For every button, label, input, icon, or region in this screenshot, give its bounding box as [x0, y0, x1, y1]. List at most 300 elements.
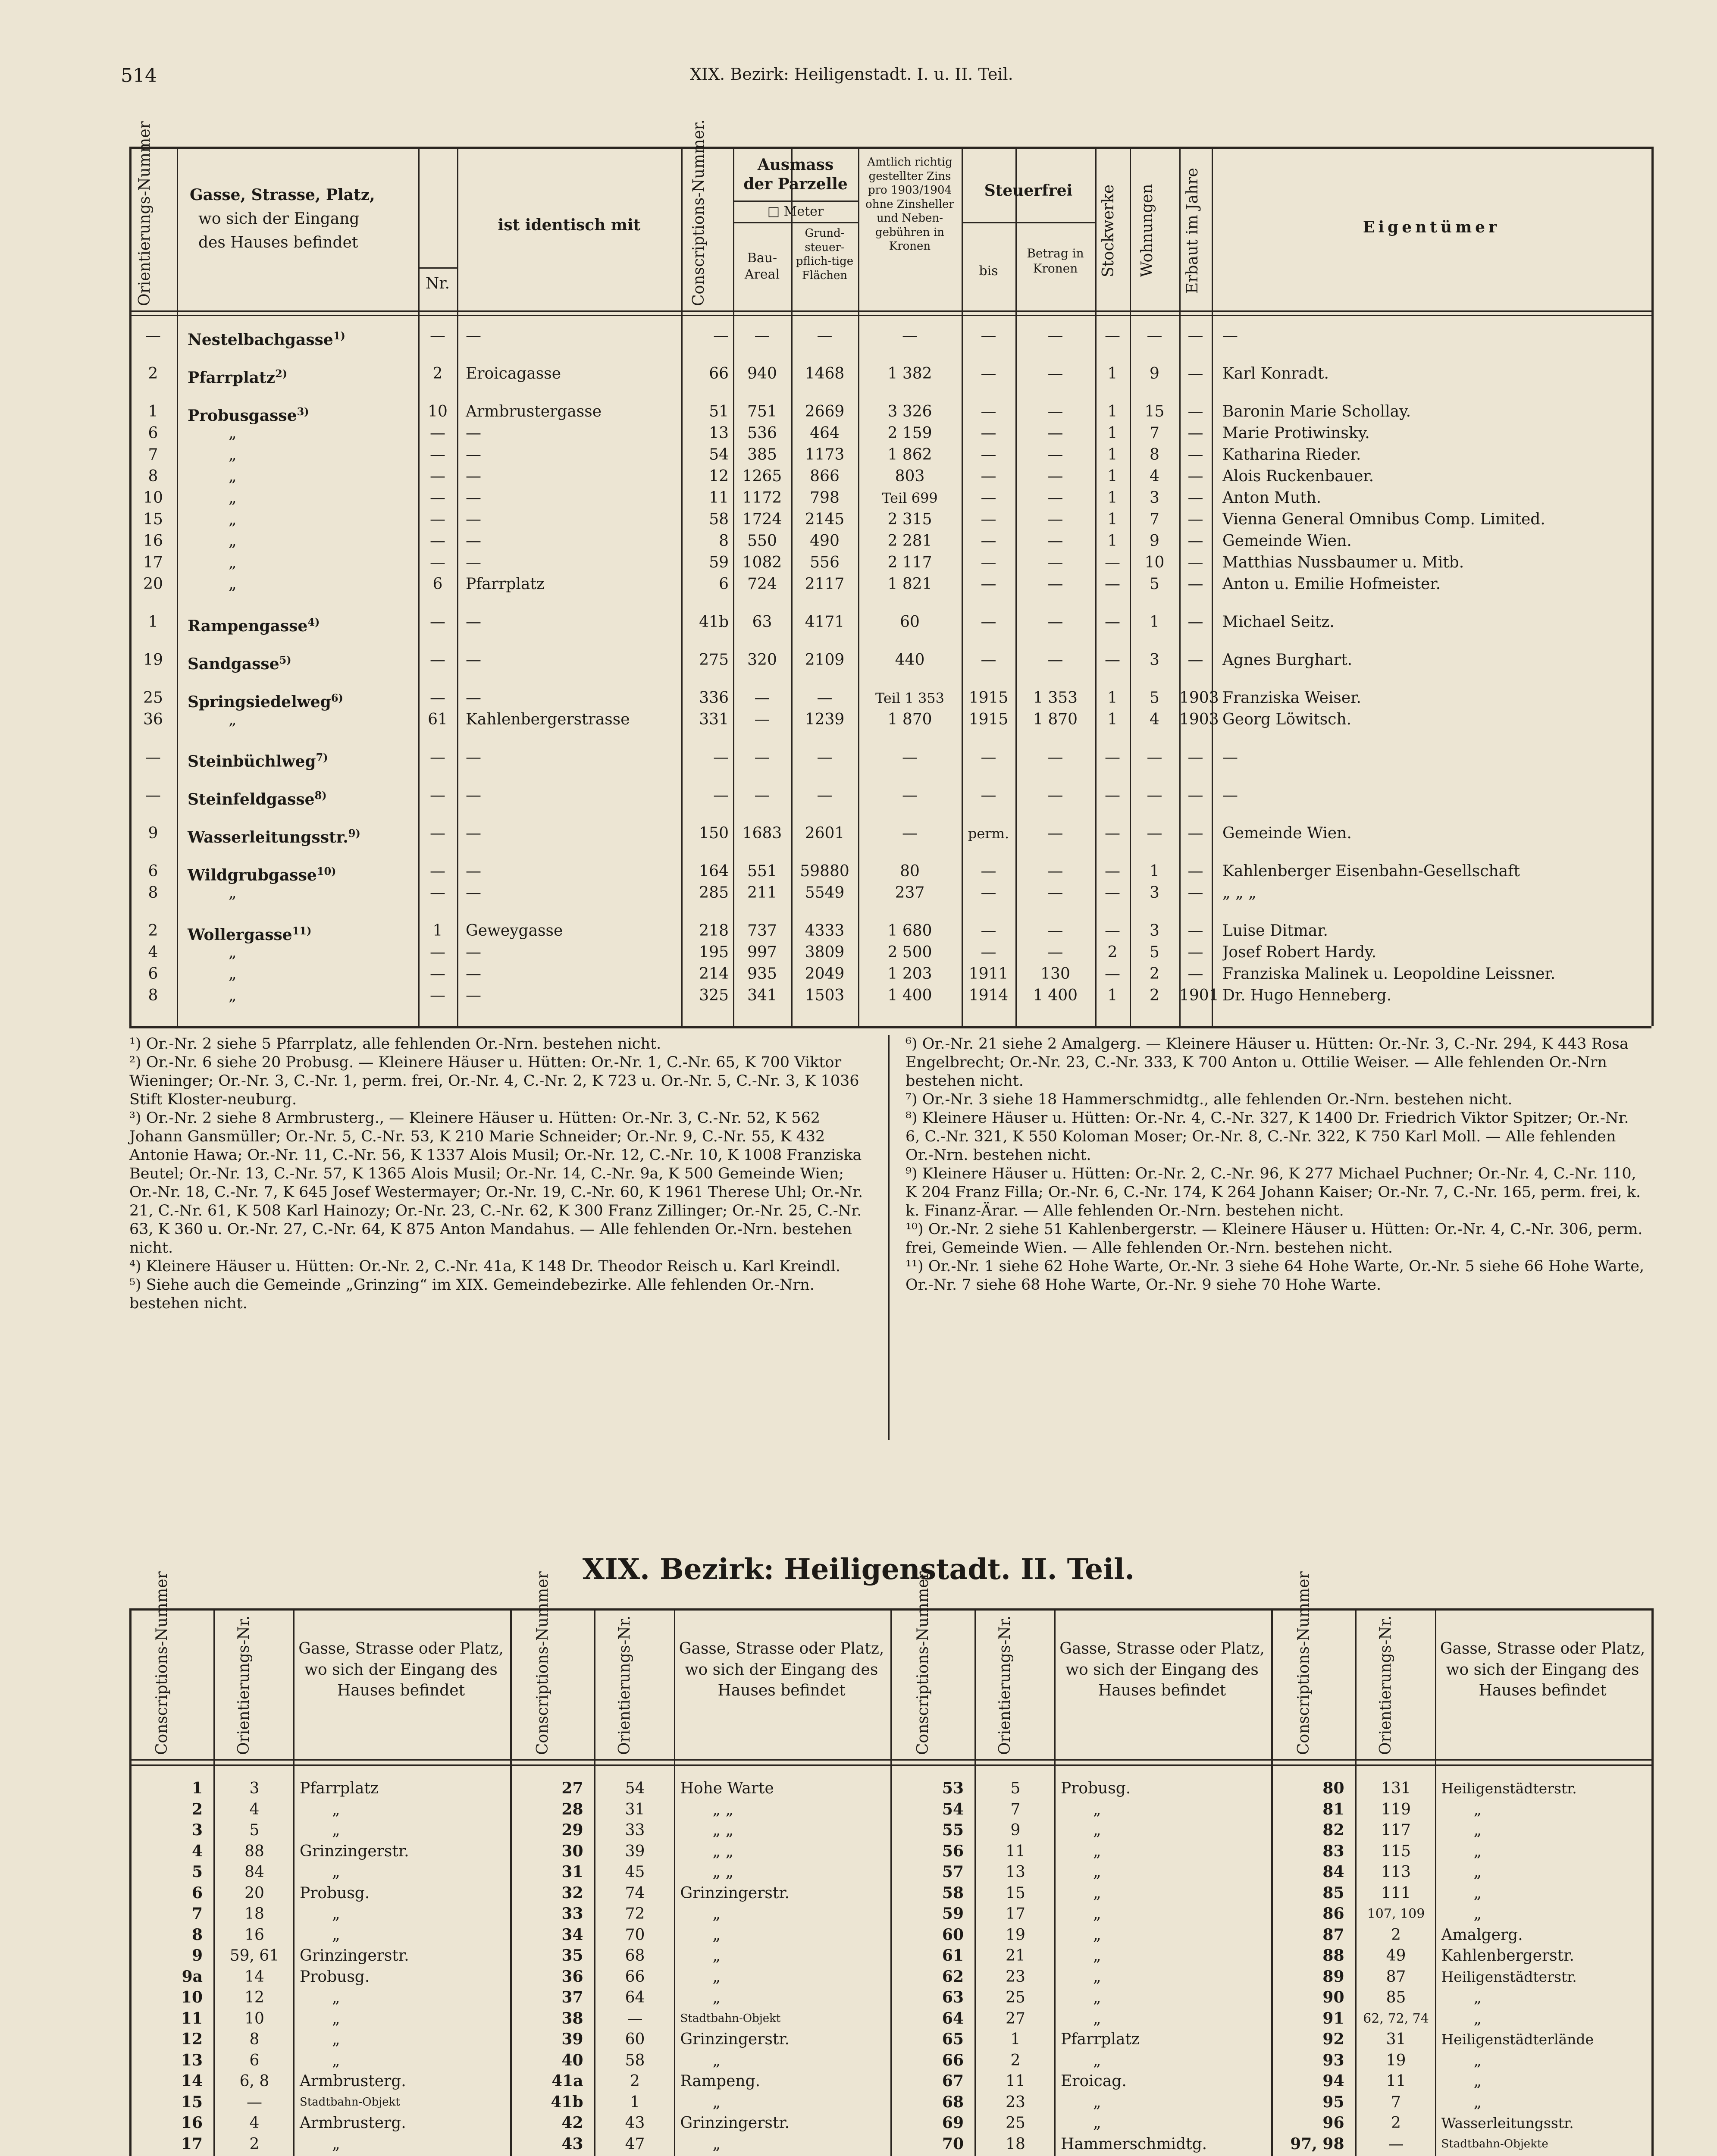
row-wo: 2 [1150, 965, 1159, 983]
row-erb: 1903 [1179, 711, 1219, 728]
row-gs: — [817, 787, 833, 804]
index-row [1271, 1965, 1651, 1989]
header-gasse: Gasse, Strasse oder Platz, wo sich der Eingang des Hauses befindet [298, 1640, 504, 1700]
index-row [510, 2028, 890, 2051]
index-street: „ [1473, 1800, 1482, 1818]
index-conscription: 94 [1322, 2072, 1344, 2090]
row-erb: — [1187, 884, 1203, 902]
row-erb: — [1187, 922, 1203, 940]
index-row [1271, 2153, 1651, 2156]
index-street: Kahlenbergerstr. [1441, 1947, 1574, 1965]
index-orientierung: 27 [1006, 2009, 1025, 2028]
row-owner: — [1222, 327, 1238, 345]
index-orientierung: — [247, 2093, 262, 2111]
index-orientierung: 131 [1381, 1780, 1411, 1797]
row-zins: — [902, 327, 918, 345]
row-cn: 11 [709, 489, 729, 507]
index-row [510, 1798, 890, 1821]
index-street: Heiligenstädterstr. [1441, 1780, 1577, 1797]
row-erb: 1901 [1179, 987, 1219, 1004]
index-row [510, 2007, 890, 2031]
footnote: ¹¹) Or.-Nr. 1 siehe 62 Hohe Warte, Or.-Nr. 3 siehe 64 Hohe Warte, Or.-Nr. 5 siehe 66 Hohe Warte, Or.-Nr. 7 siehe 68 Hohe Warte, Or.-Nr. 9 siehe 70 Hohe Warte. [905, 1258, 1645, 1294]
row-cn: 336 [699, 689, 729, 707]
row-owner: Michael Seitz. [1222, 613, 1335, 631]
row-bau: 751 [747, 403, 777, 420]
row-wo: 1 [1150, 613, 1159, 631]
index-row [510, 2090, 890, 2114]
row-betrag: — [1047, 554, 1063, 571]
index-row [1271, 1798, 1651, 1821]
index-conscription: 55 [942, 1821, 964, 1839]
row-erb: — [1187, 467, 1203, 485]
index-street: Pfarrplatz [300, 1780, 379, 1797]
row-erb: — [1187, 965, 1203, 983]
index-row [129, 1777, 510, 1800]
row-cn: 66 [709, 365, 729, 382]
row-gs: 4171 [805, 613, 845, 631]
index-street: Probusg. [1061, 1780, 1131, 1797]
header-bis: bis [979, 263, 998, 279]
row-bis: — [981, 749, 996, 766]
row-owner: Agnes Burghart. [1222, 651, 1353, 669]
row-zins: 803 [895, 467, 925, 485]
index-orientierung: 45 [625, 1863, 645, 1881]
row-owner: Gemeinde Wien. [1222, 824, 1352, 842]
row-or: 2 [148, 922, 158, 940]
index-conscription: 7 [191, 1905, 203, 1923]
index-row [890, 1923, 1271, 1947]
index-conscription: 41a [551, 2072, 583, 2090]
index-conscription: 2 [191, 1800, 203, 1818]
row-with: Pfarrplatz [466, 575, 545, 593]
row-or: 4 [148, 943, 158, 961]
row-cn: 285 [699, 884, 729, 902]
index-row [1271, 2007, 1651, 2031]
index-orientierung: 3 [249, 1780, 260, 1797]
row-owner: Karl Konradt. [1222, 365, 1329, 382]
row-bis: — [981, 943, 996, 961]
index-street: „ [332, 1989, 340, 2006]
row-wo: 4 [1150, 711, 1159, 728]
index-row [1271, 1839, 1651, 1863]
index-orientierung: 59, 61 [229, 1947, 279, 1965]
index-row [1271, 2132, 1651, 2156]
index-street [1061, 2153, 1161, 2156]
index-conscription: 43 [561, 2134, 583, 2153]
index-conscription: 17 [181, 2134, 203, 2153]
index-row [1271, 1923, 1651, 1947]
index-orientierung: 23 [1006, 1968, 1025, 1986]
footnote-ref: 4) [307, 616, 320, 628]
index-conscription: 39 [561, 2030, 583, 2048]
row-cn: 6 [719, 575, 729, 593]
index-street: „ [332, 1863, 340, 1881]
row-gs: 2117 [805, 575, 845, 593]
index-orientierung: 39 [625, 1842, 645, 1860]
index-conscription: 95 [1322, 2093, 1344, 2111]
row-street: „ [229, 467, 237, 485]
row-betrag: — [1047, 365, 1063, 382]
footnote-ref: 3) [297, 405, 309, 418]
row-inr: — [430, 554, 445, 571]
row-gs: 490 [810, 532, 840, 550]
footnote: ⁸) Kleinere Häuser u. Hütten: Or.-Nr. 4, C.-Nr. 327, K 1400 Dr. Friedrich Viktor Spitzer; Or.-Nr. 6, C.-Nr. 321, K 550 Koloman Moser; Or.-Nr. 8, C.-Nr. 322, K 750 Karl Moll. — Alle fehlenden Or.-Nrn. bestehen nicht. [905, 1109, 1629, 1164]
row-bau: — [754, 749, 770, 766]
row-or: 10 [143, 489, 163, 507]
index-row [1271, 2111, 1651, 2135]
index-orientierung: 115 [1381, 1842, 1411, 1860]
index-conscription: 9a [182, 1967, 203, 1986]
index-row [510, 1902, 890, 1926]
index-street [300, 2153, 409, 2156]
header-zins: Amtlich richtig gestellter Zins pro 1903/1904 ohne Zinsheller und Neben-gebühren in Kronen [865, 156, 954, 253]
row-st: — [1105, 884, 1120, 902]
row-wo: 10 [1144, 554, 1165, 571]
index-orientierung: 10 [244, 2009, 264, 2028]
index-row [1271, 1902, 1651, 1926]
index-conscription: 83 [1322, 1842, 1344, 1860]
row-wo: 4 [1150, 467, 1159, 485]
index-orientierung: 60 [625, 2031, 645, 2048]
row-with: — [466, 327, 481, 345]
row-bau: — [754, 711, 770, 728]
index-conscription: 40 [561, 2051, 583, 2069]
row-or: 1 [148, 613, 158, 631]
row-zins: 80 [900, 862, 920, 880]
row-gs: 556 [810, 554, 840, 571]
row-bis: — [981, 922, 996, 940]
index-conscription: 80 [1322, 1779, 1344, 1797]
row-or: 20 [143, 575, 163, 593]
index-street: „ [332, 1926, 340, 1944]
row-erb: — [1187, 489, 1203, 507]
index-street: „ „ [712, 1800, 734, 1818]
row-with: — [466, 824, 481, 842]
row-inr: — [430, 327, 445, 345]
index-conscription: 3 [191, 1821, 203, 1839]
index-row [510, 1923, 890, 1947]
row-or: — [145, 787, 161, 804]
row-bis: — [981, 467, 996, 485]
index-conscription: 93 [1322, 2051, 1344, 2069]
index-street: „ [332, 2009, 340, 2028]
row-owner: Georg Löwitsch. [1222, 711, 1352, 728]
row-or: 6 [148, 965, 158, 983]
row-gs: — [817, 749, 833, 766]
row-st: 1 [1107, 532, 1118, 550]
row-with: — [466, 467, 481, 485]
header-stockwerke: Stockwerke [1100, 184, 1117, 277]
row-wo: 3 [1150, 651, 1159, 669]
row-gs: 866 [810, 467, 840, 485]
index-row [129, 2069, 510, 2093]
row-with: — [466, 511, 481, 528]
row-st: — [1105, 749, 1120, 766]
row-zins: 1 203 [887, 965, 932, 983]
index-street: „ [1093, 2093, 1101, 2111]
row-st: — [1105, 651, 1120, 669]
row-zins: Teil 1 353 [875, 690, 945, 706]
index-orientierung: 25 [1006, 2114, 1025, 2132]
index-street: „ [1473, 2051, 1482, 2069]
row-st: 1 [1107, 689, 1118, 707]
row-bis: — [981, 862, 996, 880]
header-nr: Nr. [425, 275, 450, 292]
index-street: „ „ [712, 1821, 734, 1839]
row-bau: 1082 [742, 554, 782, 571]
index-conscription [899, 2153, 964, 2156]
index-row [510, 2153, 890, 2156]
row-st: 1 [1107, 511, 1118, 528]
row-betrag: — [1047, 511, 1063, 528]
index-orientierung: 49 [1386, 1947, 1406, 1965]
index-conscription: 35 [561, 1946, 583, 1965]
index-conscription: 41b [551, 2093, 583, 2111]
footnote: ¹) Or.-Nr. 2 siehe 5 Pfarrplatz, alle fehlenden Or.-Nrn. bestehen nicht. [129, 1035, 661, 1053]
row-st: — [1105, 575, 1120, 593]
row-zins: 2 117 [887, 554, 932, 571]
row-or: 17 [143, 554, 163, 571]
index-street: Eroicag. [1061, 2072, 1127, 2090]
row-erb: — [1187, 511, 1203, 528]
row-erb: — [1187, 824, 1203, 842]
row-erb: — [1187, 554, 1203, 571]
footnote: ²) Or.-Nr. 6 siehe 20 Probusg. — Kleinere Häuser u. Hütten: Or.-Nr. 1, C.-Nr. 65, K 700 Viktor Wieninger; Or.-Nr. 3, C.-Nr. 1, perm. frei, Or.-Nr. 4, C.-Nr. 2, K 723 u. Or.-Nr. 5, C.-Nr. 3, K 1036 Stift Kloster-neuburg. [129, 1054, 859, 1108]
page-number: 514 [121, 65, 157, 87]
index-orientierung: 11 [1386, 2072, 1406, 2090]
index-row [510, 2069, 890, 2093]
rule [1651, 1608, 1654, 2156]
index-street: „ [1473, 2093, 1482, 2111]
index-conscription: 5 [191, 1863, 203, 1881]
row-bis: — [981, 446, 996, 464]
index-conscription: 65 [942, 2030, 964, 2048]
row-or: 16 [143, 532, 163, 550]
index-orientierung: 12 [244, 1989, 264, 2006]
row-st: 1 [1107, 403, 1118, 420]
index-row [510, 1944, 890, 1968]
row-wo: — [1147, 749, 1162, 766]
row-owner: Matthias Nussbaumer u. Mitb. [1222, 554, 1464, 571]
row-with: — [466, 749, 481, 766]
index-orientierung [598, 2153, 672, 2156]
header-gasse: Gasse, Strasse oder Platz, wo sich der Eingang des Hauses befindet [1440, 1640, 1645, 1700]
row-inr: — [430, 511, 445, 528]
index-conscription: 61 [942, 1946, 964, 1965]
header-grundsteuer: Grund-steuer-pflich-tige Flächen [796, 227, 854, 282]
row-bis: — [981, 575, 996, 593]
row-erb: — [1187, 532, 1203, 550]
row-wo: 15 [1144, 403, 1165, 420]
index-street: „ [1093, 1863, 1101, 1881]
row-st: 1 [1107, 446, 1118, 464]
header-conscriptions: Conscriptions-Nummer [153, 1571, 171, 1755]
row-owner: „ „ „ [1222, 884, 1256, 902]
row-inr: — [430, 787, 445, 804]
index-orientierung: 43 [625, 2114, 645, 2132]
row-inr: — [430, 965, 445, 983]
row-betrag: 130 [1040, 965, 1070, 983]
index-orientierung: 62, 72, 74 [1363, 2011, 1429, 2026]
index-row [129, 2111, 510, 2135]
row-inr: 1 [432, 922, 443, 940]
row-street: „ [229, 711, 237, 728]
row-betrag: — [1047, 749, 1063, 766]
row-inr: — [430, 467, 445, 485]
footnote: ⁷) Or.-Nr. 3 siehe 18 Hammerschmidtg., alle fehlenden Or.-Nrn. bestehen nicht. [905, 1091, 1513, 1108]
index-conscription: 87 [1322, 1925, 1344, 1944]
row-bau: 1683 [742, 824, 782, 842]
index-row [129, 1902, 510, 1926]
row-erb: — [1187, 446, 1203, 464]
row-street: „ [229, 511, 237, 528]
owner-table [129, 119, 1651, 1026]
row-bau: 737 [747, 922, 777, 940]
row-bau: 1265 [742, 467, 782, 485]
index-conscription: 59 [942, 1905, 964, 1923]
index-conscription: 8 [191, 1925, 203, 1944]
row-street: Springsiedelweg$^{6)}$ [188, 692, 343, 711]
index-orientierung: 111 [1381, 1884, 1411, 1902]
index-street: „ [332, 2031, 340, 2048]
index-street: „ [1093, 1821, 1101, 1839]
index-conscription: 56 [942, 1842, 964, 1860]
index-row [890, 2049, 1271, 2072]
index-conscription: 92 [1322, 2030, 1344, 2048]
row-betrag: 1 870 [1033, 711, 1078, 728]
row-erb: — [1187, 575, 1203, 593]
index-conscription: 53 [942, 1779, 964, 1797]
footnote: ⁶) Or.-Nr. 21 siehe 2 Amalgerg. — Kleinere Häuser u. Hütten: Or.-Nr. 3, C.-Nr. 294, K 443 Rosa Engelbrecht; Or.-Nr. 23, C.-Nr. 333, K 700 Anton u. Ottilie Weiser. — Alle fehlenden Or.-Nrn bestehen nicht. [905, 1035, 1629, 1090]
row-with: — [466, 424, 481, 442]
header-conscriptions: Conscriptions-Nummer [533, 1571, 551, 1755]
header-orientierungs: Orientierungs-Nummer [136, 121, 154, 306]
row-zins: 2 159 [887, 424, 932, 442]
header-conscriptions: Conscriptions-Nummer. [690, 119, 708, 306]
row-gs: — [817, 689, 833, 707]
index-block [510, 1571, 890, 2156]
row-bis: — [981, 651, 996, 669]
row-erb: — [1187, 424, 1203, 442]
row-st: 1 [1107, 365, 1118, 382]
index-orientierung: 68 [625, 1947, 645, 1965]
row-inr: 10 [428, 403, 448, 420]
index-street: Rampeng. [680, 2072, 761, 2090]
footnotes-right [905, 1035, 1647, 1294]
index-street: Heiligenstädterlände [1441, 2031, 1594, 2048]
index-street: Probusg. [300, 1884, 370, 1902]
index-street [1441, 2153, 1535, 2156]
row-zins: 237 [895, 884, 925, 902]
row-street: „ [229, 424, 237, 442]
index-conscription: 81 [1322, 1800, 1344, 1818]
row-street: „ [229, 554, 237, 571]
row-cn: — [713, 787, 729, 804]
row-or: 36 [143, 711, 163, 728]
row-bau: 940 [747, 365, 777, 382]
row-cn: 54 [709, 446, 729, 464]
row-street: Wildgrubgasse$^{10)}$ [188, 865, 336, 884]
row-owner: Anton Muth. [1222, 489, 1322, 507]
index-row [510, 2111, 890, 2135]
index-orientierung: 33 [625, 1821, 645, 1839]
index-row [129, 1798, 510, 1821]
index-orientierung: 85 [1386, 1989, 1406, 2006]
row-wo: 8 [1150, 446, 1159, 464]
header-steuerfrei: Steuerfrei [984, 182, 1073, 200]
index-street: „ [712, 2135, 721, 2153]
conscription-index-table [129, 1571, 1651, 2156]
index-orientierung [218, 2153, 291, 2156]
index-street: „ [1093, 1968, 1101, 1986]
row-owner: Josef Robert Hardy. [1222, 943, 1377, 961]
index-row [1271, 2090, 1651, 2114]
header-gasse-2: wo sich der Eingang [198, 210, 360, 228]
index-street: Grinzingerstr. [680, 2114, 790, 2132]
row-or: 8 [148, 884, 158, 902]
index-street: „ [712, 1989, 721, 2006]
index-row [1271, 1881, 1651, 1905]
row-with: — [466, 532, 481, 550]
index-orientierung: 113 [1381, 1863, 1411, 1881]
row-with: — [466, 862, 481, 880]
index-conscription: 31 [561, 1863, 583, 1881]
index-row [129, 2153, 510, 2156]
row-owner: — [1222, 749, 1238, 766]
index-row [510, 1777, 890, 1800]
index-orientierung: 117 [1381, 1821, 1411, 1839]
row-street: „ [229, 575, 237, 593]
row-inr: 61 [428, 711, 448, 728]
index-orientierung: 74 [625, 1884, 645, 1902]
header-eigentuemer: Eigentümer [1363, 218, 1501, 236]
index-street: Wasserleitungsstr. [1441, 2115, 1574, 2131]
index-orientierung: 18 [1006, 2135, 1025, 2153]
row-bau: — [754, 689, 770, 707]
index-orientierung: 14 [244, 1968, 264, 1986]
row-or: — [145, 327, 161, 345]
index-orientierung: 1 [630, 2093, 640, 2111]
index-row [890, 2090, 1271, 2114]
index-street: Grinzingerstr. [300, 1947, 409, 1965]
header-bau-areal: Bau-Areal [744, 251, 780, 282]
footnotes-left [129, 1035, 875, 1313]
row-or: 19 [143, 651, 163, 669]
index-conscription [1280, 2153, 1344, 2156]
index-conscription: 34 [561, 1925, 583, 1944]
index-conscription: 89 [1322, 1967, 1344, 1986]
header-identisch: ist identisch mit [498, 216, 641, 234]
row-with: Kahlenbergerstrasse [466, 711, 630, 728]
index-orientierung: 11 [1006, 2072, 1025, 2090]
index-row [890, 1777, 1271, 1800]
index-orientierung: 107, 109 [1367, 1906, 1425, 1921]
row-bis: 1914 [968, 987, 1009, 1004]
index-block [890, 1571, 1271, 2156]
row-bis: — [981, 424, 996, 442]
row-zins: 2 500 [887, 943, 932, 961]
header-gasse-3: des Hauses befindet [198, 234, 358, 251]
index-row [129, 1839, 510, 1863]
row-with: Armbrustergasse [466, 403, 602, 420]
index-orientierung: 1 [1010, 2031, 1021, 2048]
index-street: Grinzingerstr. [680, 1884, 790, 1902]
row-gs: 5549 [805, 884, 845, 902]
row-or: 8 [148, 467, 158, 485]
row-betrag: 1 400 [1033, 987, 1078, 1004]
row-gs: 59880 [800, 862, 849, 880]
index-conscription: 27 [561, 1779, 583, 1797]
